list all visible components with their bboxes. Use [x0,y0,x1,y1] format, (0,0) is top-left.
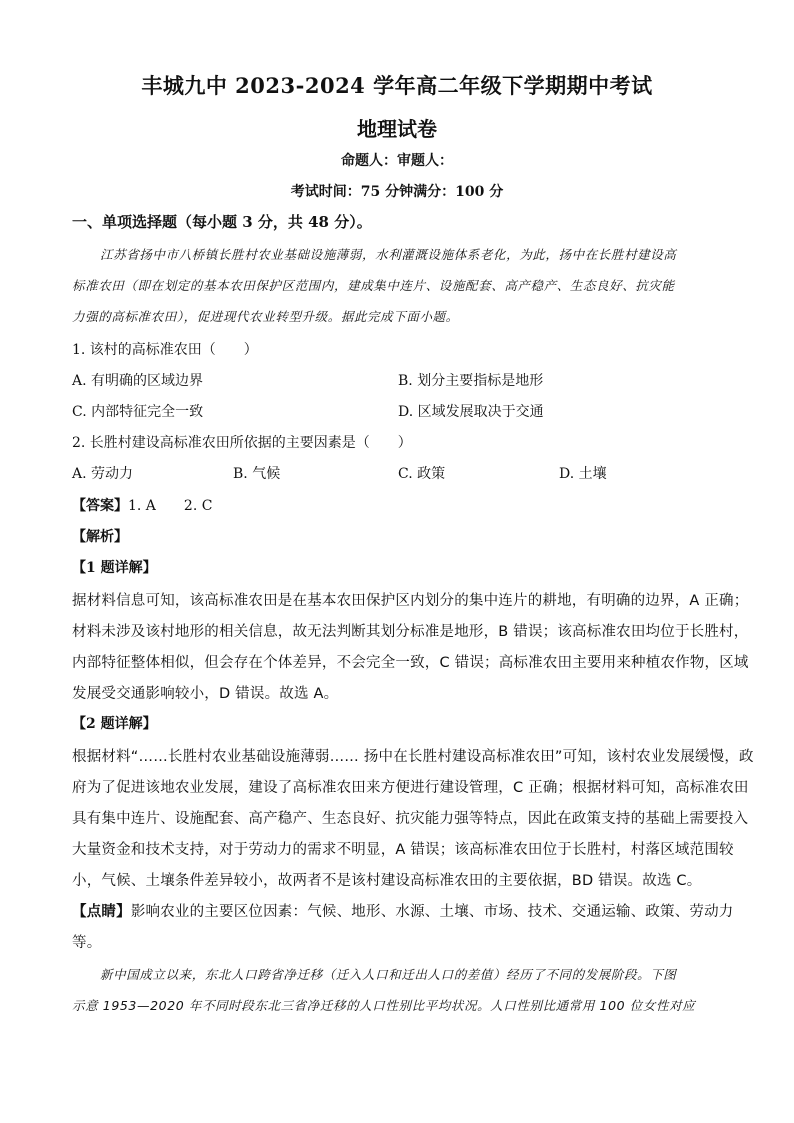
material-2-line: 新中国成立以来，东北人口跨省净迁移（迁入人口和迁出人口的差值）经历了不同的发展阶段。下图 [100,967,677,982]
highlight-text: 影响农业的主要区位因素：气候、地形、水源、土壤、市场、技术、交通运输、政策、劳动力 [130,904,734,920]
detail-2-tag: 【2 题详解】 [72,716,157,732]
question-1-stem: 1. 该村的高标准农田（ ） [72,342,258,358]
detail-2-line: 具有集中连片、设施配套、高产稳产、生态良好、抗灾能力强等特点，因此在政策支持的基础上需要投入 [72,811,749,827]
q2-option-d: D. 土壤 [559,466,607,482]
exam-info: 考试时间：75 分钟满分：100 分 [290,184,504,200]
subject-title: 地理试卷 [357,117,437,141]
detail-1-line: 据材料信息可知，该高标准农田是在基本农田保护区内划分的集中连片的耕地，有明确的边界，A 正确； [72,593,749,609]
answer-tag: 【答案】 [72,498,128,514]
detail-1-tag: 【1 题详解】 [72,560,157,576]
material-line: 力强的高标准农田），促进现代农业转型升级。据此完成下面小题。 [72,309,459,324]
exam-title: 丰城九中 2023-2024 学年高二年级下学期期中考试 [141,73,653,98]
q2-option-a: A. 劳动力 [72,466,134,482]
q1-option-d: D. 区域发展取决于交通 [398,404,544,420]
highlight-line-2: 等。 [72,935,102,951]
detail-2-line: 府为了促进该地农业发展，建设了高标准农田来方便进行建设管理，C 正确；根据材料可知，高标准农田 [72,780,749,796]
question-2-stem: 2. 长胜村建设高标准农田所依据的主要因素是（ ） [72,435,412,451]
highlight-line [72,900,734,921]
answer-text: 1. A 2. C [128,498,213,514]
q1-option-b: B. 划分主要指标是地形 [398,373,544,389]
highlight-tag: 【点睛】 [72,904,131,920]
authors-line: 命题人：审题人： [341,153,453,169]
material-line: 江苏省扬中市八桥镇长胜村农业基础设施薄弱，水利灌溉设施体系老化，为此，扬中在长胜村建设高 [100,247,677,262]
answer-line [72,495,722,515]
detail-2-line: 小，气候、土壤条件差异较小，故两者不是该村建设高标准农田的主要依据，BD 错误。故选 C。 [72,873,702,889]
q1-option-c: C. 内部特征完全一致 [72,404,204,420]
detail-2-line: 根据材料“……长胜村农业基础设施薄弱…… 扬中在长胜村建设高标准农田”可知，该村农业发展缓慢，政 [72,749,754,765]
q2-option-c: C. 政策 [398,466,446,482]
q1-option-a: A. 有明确的区域边界 [72,373,204,389]
section-heading: 一、单项选择题（每小题 3 分，共 48 分）。 [72,213,372,231]
q2-option-b: B. 气候 [233,466,281,482]
detail-1-line: 内部特征整体相似，但会存在个体差异，不会完全一致，C 错误；高标准农田主要用来种植农作物，区域 [72,655,749,671]
material-line: 标准农田（即在划定的基本农田保护区范围内，建成集中连片、设施配套、高产稳产、生态良好、抗灾能 [72,278,675,293]
material-2-line: 示意 1953—2020 年不同时段东北三省净迁移的人口性别比平均状况。人口性别比通常用 100 位女性对应 [72,998,696,1013]
analysis-tag: 【解析】 [72,529,128,545]
detail-1-line: 材料未涉及该村地形的相关信息，故无法判断其划分标准是地形，B 错误；该高标准农田均位于长胜村， [72,624,749,640]
detail-1-line: 发展受交通影响较小，D 错误。故选 A。 [72,686,339,702]
detail-2-line: 大量资金和技术支持，对于劳动力的需求不明显，A 错误；该高标准农田位于长胜村，村落区域范围较 [72,842,734,858]
